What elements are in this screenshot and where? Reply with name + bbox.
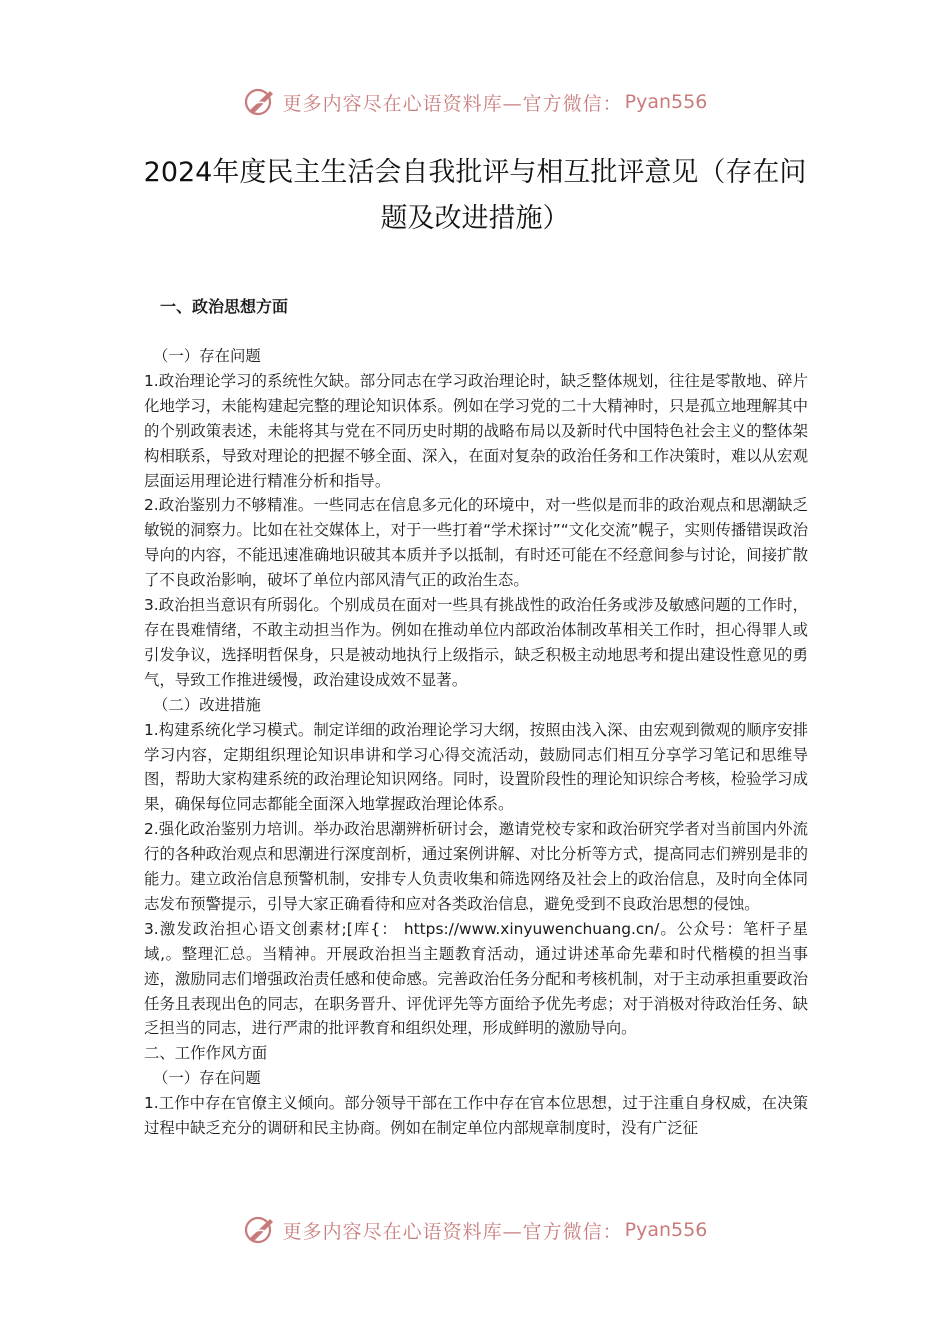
header-watermark-banner [0, 82, 950, 122]
banner-wechat-id: Pyan556 [624, 91, 708, 113]
subsection-heading: （二）改进措施 [153, 695, 261, 714]
subsection-heading: （一）存在问题 [153, 347, 261, 365]
spacer [144, 322, 808, 344]
paragraph: 2.政治鉴别力不够精准。一些同志在信息多元化的环境中，对一些似是而非的政治观点和思潮缺乏敏锐的洞察力。比如在社交媒体上，对于一些打着“学术探讨”“文化交流”幌子，实则传播错误政治导向的内容，不能迅速准确地识破其本质并予以抵制，有时还可能在不经意间参与讨论，间接扩散了不良政治影响，破坏了单位内部风清气正的政治生态。 [144, 496, 808, 590]
banner-text: 更多内容尽在心语资料库—官方微信： [282, 92, 623, 115]
subsection-heading: （一）存在问题 [153, 1069, 261, 1088]
paragraph: 1.构建系统化学习模式。制定详细的政治理论学习大纲，按照由浅入深、由宏观到微观的顺序安排学习内容，定期组织理论知识串讲和学习心得交流活动，鼓励同志们相互分享学习笔记和思维导图，帮助大家构建系统的政治理论知识网络。同时，设置阶段性的理论知识综合考核，检验学习成果，确保每位同志都能全面深入地掌握政治理论体系。 [144, 720, 808, 814]
banner-text: 更多内容尽在心语资料库—官方微信： [282, 1220, 623, 1243]
footer-watermark-banner [0, 1210, 950, 1250]
paragraph: 3.政治担当意识有所弱化。个别成员在面对一些具有挑战性的政治任务或涉及敏感问题的工作时，存在畏难情绪，不敢主动担当作为。例如在推动单位内部政治体制改革相关工作时，担心得罪人或引发争议，选择明哲保身，只是被动地执行上级指示，缺乏积极主动地思考和提出建设性意见的勇气，导致工作推进缓慢，政治建设成效不显著。 [144, 596, 808, 689]
paragraph: 2.强化政治鉴别力培训。举办政治思潮辨析研讨会，邀请党校专家和政治研究学者对当前国内外流行的各种政治观点和思潮进行深度剖析，通过案例讲解、对比分析等方式，提高同志们辨别是非的能力。建立政治信息预警机制，安排专人负责收集和筛选网络及社会上的政治信息，及时向全体同志发布预警提示，引导大家正确看待和应对各类政治信息，避免受到不良政治思想的侵蚀。 [144, 820, 808, 913]
section-heading-2: 二、工作作风方面 [144, 1044, 268, 1063]
pen-logo-icon [243, 1213, 277, 1247]
pen-logo-icon [243, 85, 277, 119]
banner-wechat-id: Pyan556 [624, 1219, 708, 1241]
section-heading: 一、政治思想方面 [160, 297, 289, 316]
document-body [144, 292, 808, 1141]
document-title: 2024年度民主生活会自我批评与相互批评意见（存在问题及改进措施） [143, 157, 807, 234]
paragraph: 1.政治理论学习的系统性欠缺。部分同志在学习政治理论时，缺乏整体规划，往往是零散地、碎片化地学习，未能构建起完整的理论知识体系。例如在学习党的二十大精神时，只是孤立地理解其中的个别政策表述，未能将其与党在不同历史时期的战略布局以及新时代中国特色社会主义的整体架构相联系，导致对理论的把握不够全面、深入，在面对复杂的政治任务和工作决策时，难以从宏观层面运用理论进行精准分析和指导。 [144, 371, 808, 490]
paragraph: 3.激发政治担心语文创素材;[库{： https://www.xinyuwenchuang.cn/。公众号：笔杆子星域,。整理汇总。当精神。开展政治担当主题教育活动，通过讲述革命先辈和时代楷模的担当事迹，激励同志们增强政治责任感和使命感。完善政治任务分配和考核机制，对于主动承担重要政治任务且表现出色的同志，在职务晋升、评优评先等方面给予优先考虑；对于消极对待政治任务、缺乏担当的同志，进行严肃的批评教育和组织处理，形成鲜明的激励导向。 [144, 919, 808, 1038]
paragraph: 1.工作中存在官僚主义倾向。部分领导干部在工作中存在官本位思想，过于注重自身权威，在决策过程中缺乏充分的调研和民主协商。例如在制定单位内部规章制度时，没有广泛征 [144, 1094, 808, 1138]
